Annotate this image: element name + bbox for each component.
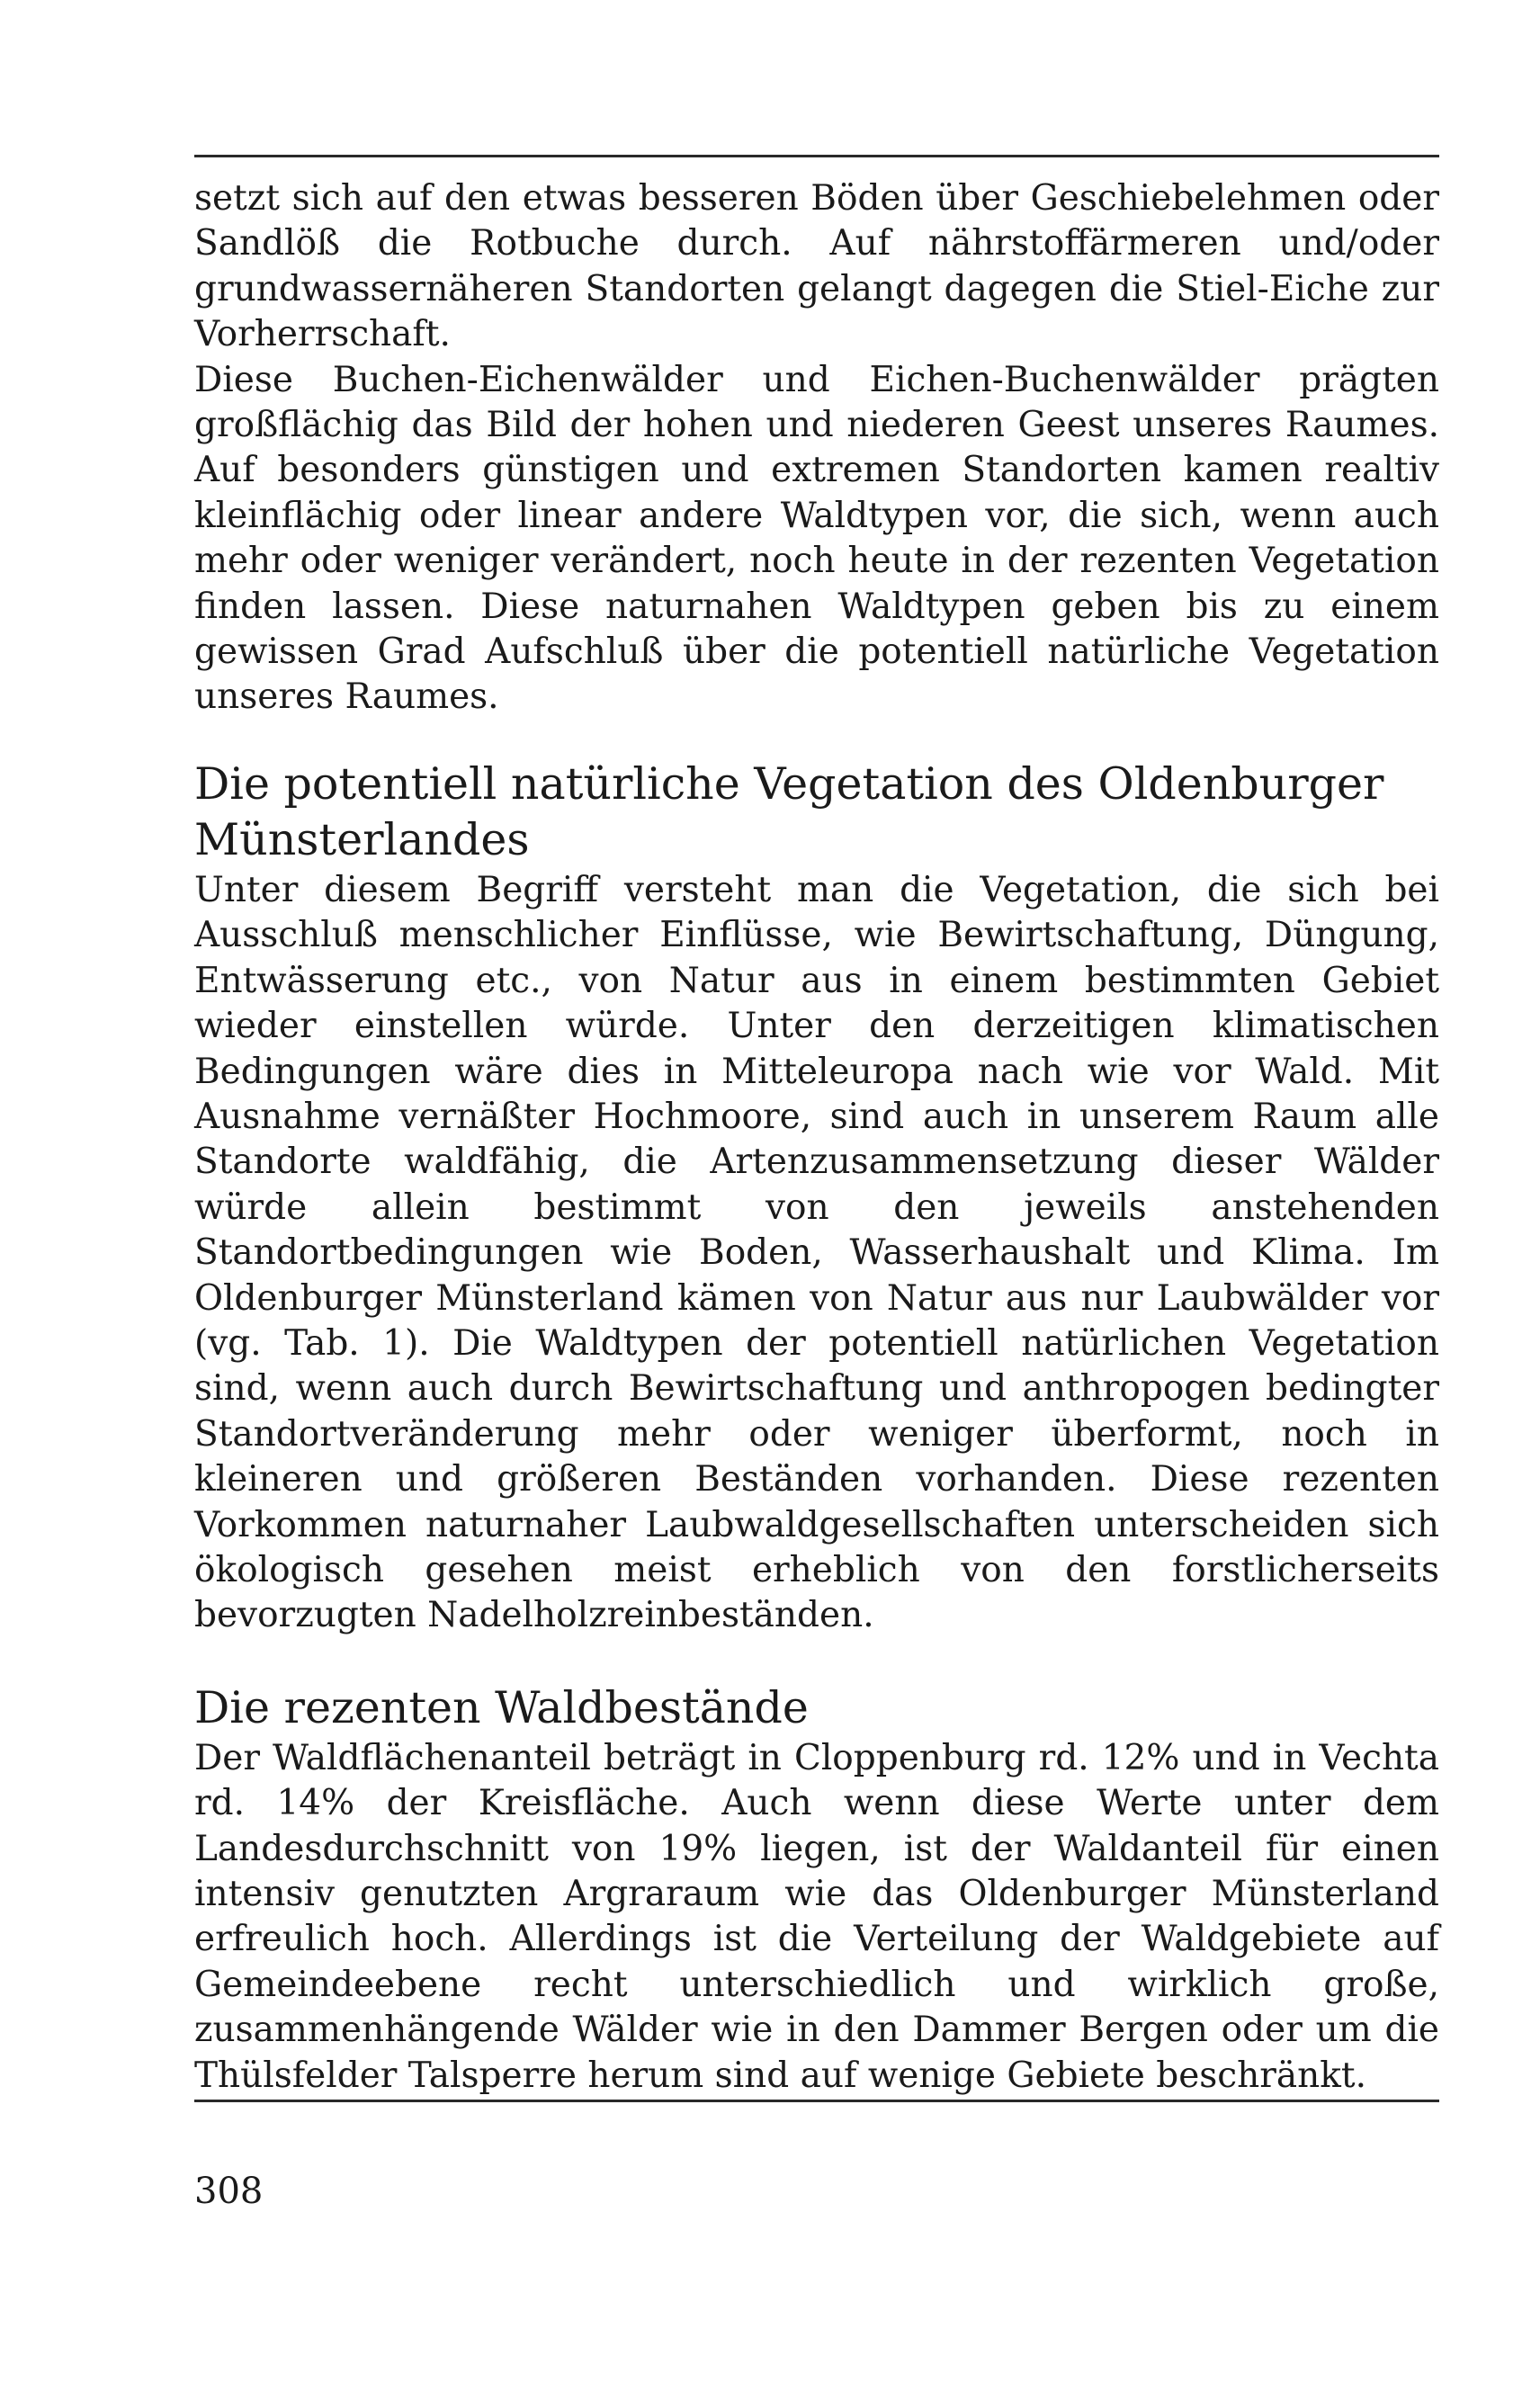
top-rule <box>194 155 1439 157</box>
section-heading-potential-vegetation: Die potentiell natürliche Vegetation des Oldenburger Münsterlandes <box>194 757 1384 865</box>
intro-paragraph-1: setzt sich auf den etwas besseren Böden über Geschiebelehmen oder Sandlöß die Rotbuche durch. Auf nährstoffärmeren und/oder grundwassernäheren Standorten gelangt dagegen die Stiel-Eiche zur Vorherrschaft. <box>194 178 1439 355</box>
intro-paragraph-2: Diese Buchen-Eichenwälder und Eichen-Buchenwälder prägten großflächig das Bild der hohen und niederen Geest unseres Raumes. Auf besonders günstigen und extremen Standorten kamen realtiv kleinflächig oder linear andere Waldtypen vor, die sich, wenn auch mehr oder weniger verändert, noch heute in der rezenten Vegetation finden lassen. Diese naturnahen Waldtypen geben bis zu einem gewissen Grad Aufschluß über die potentiell natürliche Vegetation unseres Raumes. <box>194 359 1439 718</box>
bottom-rule <box>194 2100 1439 2102</box>
page-body <box>194 176 1439 2099</box>
section-heading-recent-forests: Die rezenten Waldbestände <box>194 1681 809 1733</box>
section-paragraph-potential-vegetation: Unter diesem Begriff versteht man die Vegetation, die sich bei Ausschluß menschlicher Einflüsse, wie Bewirtschaftung, Düngung, Entwässerung etc., von Natur aus in einem bestimmten Gebiet wieder einstellen würde. Unter den derzeitigen klimatischen Bedingungen wäre dies in Mitteleuropa nach wie vor Wald. Mit Ausnahme vernäßter Hochmoore, sind auch in unserem Raum alle Standorte waldfähig, die Artenzusammensetzung dieser Wälder würde allein bestimmt von den jeweils anstehenden Standortbedingungen wie Boden, Wasserhaushalt und Klima. Im Oldenburger Münsterland kämen von Natur aus nur Laubwälder vor (vg. Tab. 1). Die Waldtypen der potentiell natürlichen Vegetation sind, wenn auch durch Bewirtschaftung und anthropogen bedingter Standortveränderung mehr oder weniger überformt, noch in kleineren und größeren Beständen vorhanden. Diese rezenten Vorkommen naturnaher Laubwaldgesellschaften unterscheiden sich ökologisch gesehen meist erheblich von den forstlicherseits bevorzugten Nadelholzreinbeständen. <box>194 869 1439 1636</box>
page-number: 308 <box>194 2171 264 2212</box>
section-paragraph-recent-forests: Der Waldflächenanteil beträgt in Cloppenburg rd. 12% und in Vechta rd. 14% der Kreisfläche. Auch wenn diese Werte unter dem Landesdurchschnitt von 19% liegen, ist der Waldanteil für einen intensiv genutzten Argraraum wie das Oldenburger Münsterland erfreulich hoch. Allerdings ist die Verteilung der Waldgebiete auf Gemeindeebene recht unterschiedlich und wirklich große, zusammenhängende Wälder wie in den Dammer Bergen oder um die Thülsfelder Talsperre herum sind auf wenige Gebiete beschränkt. <box>194 1737 1439 2096</box>
